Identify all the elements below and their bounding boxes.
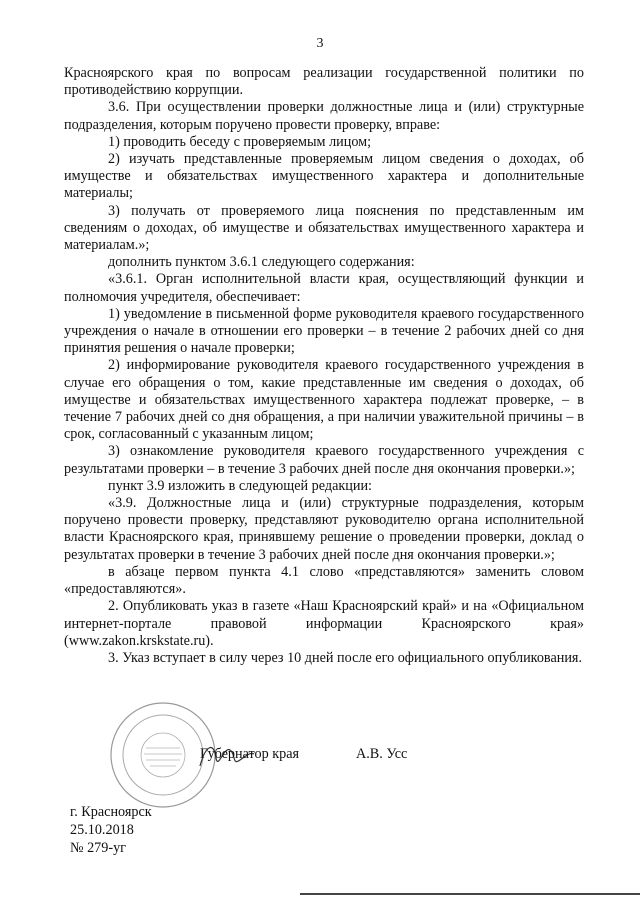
paragraph: 2) изучать представленные проверяемым лицом сведения о доходах, об имуществе и обязательствах имущественного характера и дополнительные материалы; bbox=[64, 151, 584, 202]
city: г. Красноярск bbox=[70, 804, 152, 820]
paragraph: 3) ознакомление руководителя краевого государственного учреждения с результатами проверки – в течение 3 рабочих дней после дня окончания проверки.»; bbox=[64, 443, 584, 477]
bottom-rule bbox=[300, 893, 640, 895]
page-number: 3 bbox=[316, 36, 324, 51]
paragraph: 2) информирование руководителя краевого государственного учреждения в случае его обращения о том, какие представленные им сведения о доходах, об имуществе и обязательствах имущественного характера подлежат проверке, – в течение 7 рабочих дней со дня обращения, а при наличии уважительной причины – в срок, согласованный с указанным лицом; bbox=[64, 357, 584, 443]
handwritten-signature-icon bbox=[196, 736, 256, 776]
paragraph: 1) уведомление в письменной форме руководителя краевого государственного учреждения о начале в отношении его проверки – в течение 2 рабочих дней со дня принятия решения о начале проверки; bbox=[64, 305, 584, 357]
paragraph: 1) проводить беседу с проверяемым лицом; bbox=[108, 133, 372, 150]
document-number: № 279-уг bbox=[70, 840, 127, 856]
paragraph: Красноярского края по вопросам реализации государственной политики по противодействию коррупции. bbox=[64, 65, 584, 99]
signer-title: Губернатор края bbox=[200, 746, 300, 762]
date: 25.10.2018 bbox=[70, 822, 134, 838]
paragraph: 2. Опубликовать указ в газете «Наш Красноярский край» и на «Официальном интернет-портале правовой информации Красноярского края» (www.zakon.krskstate.ru). bbox=[64, 598, 584, 649]
paragraph: 3.6. При осуществлении проверки должностные лица и (или) структурные подразделения, которым поручено провести проверку, вправе: bbox=[64, 99, 584, 133]
signer-name: А.В. Усс bbox=[356, 746, 408, 762]
paragraph: «3.9. Должностные лица и (или) структурные подразделения, которым поручено провести проверку, представляют руководителю органа исполнительной власти Красноярского края, принявшему решение о проведении проверки, доклад о результатах проверки в течение 3 рабочих дней после дня окончания проверки.»; bbox=[64, 495, 584, 563]
document-footer bbox=[70, 803, 152, 857]
paragraph: «3.6.1. Орган исполнительной власти края, осуществляющий функции и полномочия учредителя, обеспечивает: bbox=[64, 271, 584, 305]
paragraph: в абзаце первом пункта 4.1 слово «представляются» заменить словом «предоставляются». bbox=[64, 563, 584, 598]
paragraph: 3) получать от проверяемого лица пояснения по представленным им сведениям о доходах, об имуществе и обязательствах имущественного характера и материалам.»; bbox=[64, 202, 584, 254]
paragraph: пункт 3.9 изложить в следующей редакции: bbox=[108, 477, 372, 494]
document-body bbox=[64, 65, 584, 667]
paragraph: дополнить пунктом 3.6.1 следующего содержания: bbox=[108, 254, 415, 271]
official-stamp-icon bbox=[108, 700, 218, 810]
paragraph: 3. Указ вступает в силу через 10 дней после его официального опубликования. bbox=[108, 649, 583, 666]
